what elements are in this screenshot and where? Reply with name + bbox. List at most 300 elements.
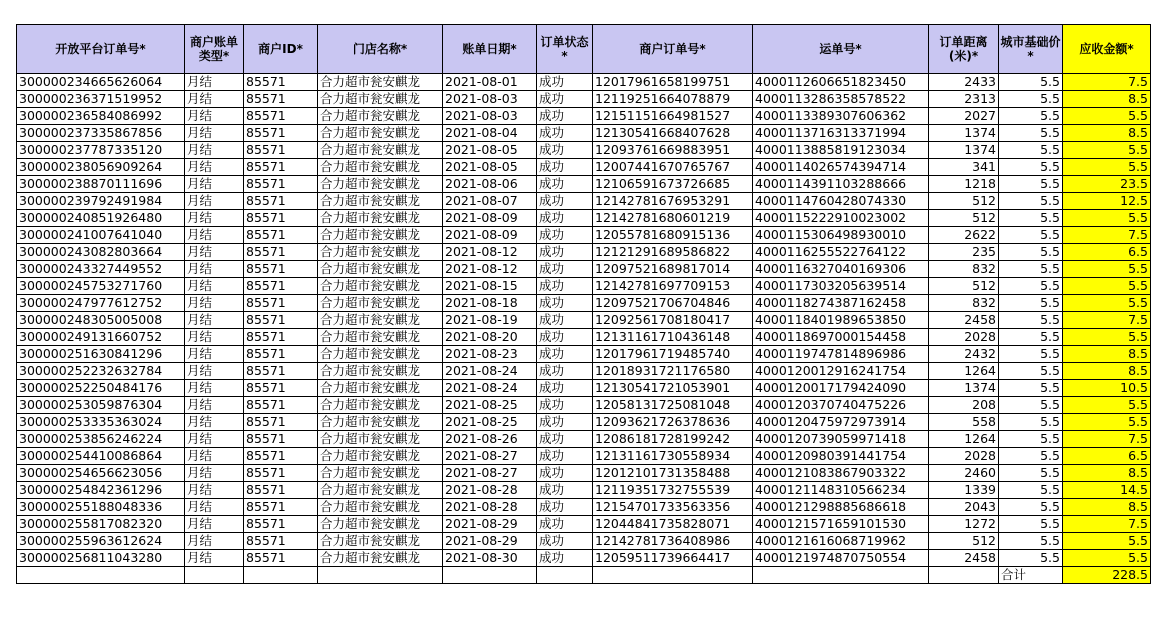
cell-waybill-no[interactable]: 4000115222910023002 — [753, 210, 929, 227]
cell-open-order-no[interactable]: 300000248305005008 — [17, 312, 185, 329]
cell-open-order-no[interactable]: 300000253856246224 — [17, 431, 185, 448]
cell-merchant-order-no[interactable]: 12119251664078879 — [593, 91, 753, 108]
cell-base-price[interactable]: 5.5 — [999, 125, 1063, 142]
cell-merchant-order-no[interactable]: 12093621726378636 — [593, 414, 753, 431]
cell-base-price[interactable]: 5.5 — [999, 448, 1063, 465]
cell-store-name[interactable]: 合力超市瓮安麒龙 — [318, 499, 443, 516]
cell-receivable-amount[interactable]: 5.5 — [1063, 108, 1151, 125]
cell-receivable-amount[interactable]: 5.5 — [1063, 414, 1151, 431]
cell-bill-date[interactable]: 2021-08-04 — [443, 125, 537, 142]
cell-bill-type[interactable]: 月结 — [185, 312, 244, 329]
cell-order-status[interactable]: 成功 — [537, 533, 593, 550]
cell-base-price[interactable]: 5.5 — [999, 516, 1063, 533]
cell-receivable-amount[interactable]: 5.5 — [1063, 329, 1151, 346]
cell-order-status[interactable]: 成功 — [537, 227, 593, 244]
cell-store-name[interactable]: 合力超市瓮安麒龙 — [318, 91, 443, 108]
cell-merchant-order-no[interactable]: 12142781680601219 — [593, 210, 753, 227]
cell-bill-type[interactable]: 月结 — [185, 363, 244, 380]
cell-bill-date[interactable]: 2021-08-05 — [443, 142, 537, 159]
cell-base-price[interactable]: 5.5 — [999, 91, 1063, 108]
cell-receivable-amount[interactable]: 5.5 — [1063, 550, 1151, 567]
cell-bill-type[interactable]: 月结 — [185, 431, 244, 448]
cell-merchant-id[interactable]: 85571 — [244, 227, 318, 244]
cell-order-status[interactable]: 成功 — [537, 363, 593, 380]
cell-base-price[interactable]: 5.5 — [999, 363, 1063, 380]
header-receivable-amount[interactable]: 应收金额* — [1063, 25, 1151, 74]
cell-bill-date[interactable]: 2021-08-25 — [443, 397, 537, 414]
cell-bill-date[interactable]: 2021-08-06 — [443, 176, 537, 193]
cell-bill-type[interactable]: 月结 — [185, 397, 244, 414]
cell-merchant-id[interactable]: 85571 — [244, 142, 318, 159]
cell-merchant-order-no[interactable]: 12119351732755539 — [593, 482, 753, 499]
cell-open-order-no[interactable]: 300000234665626064 — [17, 74, 185, 91]
cell-order-status[interactable]: 成功 — [537, 482, 593, 499]
cell-store-name[interactable]: 合力超市瓮安麒龙 — [318, 278, 443, 295]
cell-bill-date[interactable]: 2021-08-05 — [443, 159, 537, 176]
cell-merchant-id[interactable]: 85571 — [244, 329, 318, 346]
cell-open-order-no[interactable]: 300000255817082320 — [17, 516, 185, 533]
cell-store-name[interactable]: 合力超市瓮安麒龙 — [318, 142, 443, 159]
header-bill-date[interactable]: 账单日期* — [443, 25, 537, 74]
cell-store-name[interactable]: 合力超市瓮安麒龙 — [318, 550, 443, 567]
cell-receivable-amount[interactable]: 7.5 — [1063, 312, 1151, 329]
header-distance[interactable]: 订单距离(米)* — [929, 25, 999, 74]
cell-merchant-order-no[interactable]: 12151151664981527 — [593, 108, 753, 125]
cell-merchant-order-no[interactable]: 12092561708180417 — [593, 312, 753, 329]
cell-distance[interactable]: 2458 — [929, 312, 999, 329]
cell-bill-type[interactable]: 月结 — [185, 516, 244, 533]
cell-waybill-no[interactable]: 4000120475972973914 — [753, 414, 929, 431]
cell-open-order-no[interactable]: 300000245753271760 — [17, 278, 185, 295]
cell-merchant-order-no[interactable]: 12130541721053901 — [593, 380, 753, 397]
cell-distance[interactable]: 1264 — [929, 431, 999, 448]
cell-bill-date[interactable]: 2021-08-24 — [443, 363, 537, 380]
cell-store-name[interactable]: 合力超市瓮安麒龙 — [318, 414, 443, 431]
cell-order-status[interactable]: 成功 — [537, 465, 593, 482]
cell-waybill-no[interactable]: 4000118401989653850 — [753, 312, 929, 329]
cell-bill-type[interactable]: 月结 — [185, 227, 244, 244]
cell-distance[interactable]: 512 — [929, 533, 999, 550]
cell-bill-date[interactable]: 2021-08-29 — [443, 516, 537, 533]
cell-order-status[interactable]: 成功 — [537, 125, 593, 142]
cell-bill-type[interactable]: 月结 — [185, 176, 244, 193]
cell-base-price[interactable]: 5.5 — [999, 227, 1063, 244]
cell-distance[interactable]: 2027 — [929, 108, 999, 125]
cell-open-order-no[interactable]: 300000241007641040 — [17, 227, 185, 244]
cell-receivable-amount[interactable]: 8.5 — [1063, 91, 1151, 108]
cell-base-price[interactable]: 5.5 — [999, 74, 1063, 91]
cell-waybill-no[interactable]: 4000121571659101530 — [753, 516, 929, 533]
cell-base-price[interactable]: 5.5 — [999, 159, 1063, 176]
cell-merchant-order-no[interactable]: 12007441670765767 — [593, 159, 753, 176]
cell-distance[interactable]: 2433 — [929, 74, 999, 91]
cell-merchant-order-no[interactable]: 12121291689586822 — [593, 244, 753, 261]
cell-distance[interactable]: 512 — [929, 278, 999, 295]
cell-distance[interactable]: 1374 — [929, 125, 999, 142]
cell-base-price[interactable]: 5.5 — [999, 261, 1063, 278]
cell-bill-type[interactable]: 月结 — [185, 108, 244, 125]
cell-merchant-id[interactable]: 85571 — [244, 516, 318, 533]
header-order-status[interactable]: 订单状态* — [537, 25, 593, 74]
cell-bill-type[interactable]: 月结 — [185, 499, 244, 516]
cell-bill-date[interactable]: 2021-08-23 — [443, 346, 537, 363]
cell-order-status[interactable]: 成功 — [537, 380, 593, 397]
cell-merchant-id[interactable]: 85571 — [244, 465, 318, 482]
cell-distance[interactable]: 1218 — [929, 176, 999, 193]
cell-store-name[interactable]: 合力超市瓮安麒龙 — [318, 363, 443, 380]
cell-order-status[interactable]: 成功 — [537, 397, 593, 414]
cell-order-status[interactable]: 成功 — [537, 329, 593, 346]
cell-order-status[interactable]: 成功 — [537, 278, 593, 295]
cell-receivable-amount[interactable]: 7.5 — [1063, 227, 1151, 244]
cell-order-status[interactable]: 成功 — [537, 550, 593, 567]
cell-order-status[interactable]: 成功 — [537, 159, 593, 176]
cell-bill-type[interactable]: 月结 — [185, 329, 244, 346]
cell-waybill-no[interactable]: 4000115306498930010 — [753, 227, 929, 244]
cell-waybill-no[interactable]: 4000113286358578522 — [753, 91, 929, 108]
cell-bill-date[interactable]: 2021-08-27 — [443, 448, 537, 465]
cell-bill-date[interactable]: 2021-08-09 — [443, 210, 537, 227]
cell-receivable-amount[interactable]: 10.5 — [1063, 380, 1151, 397]
cell-bill-date[interactable]: 2021-08-27 — [443, 465, 537, 482]
cell-store-name[interactable]: 合力超市瓮安麒龙 — [318, 431, 443, 448]
cell-merchant-order-no[interactable]: 12058131725081048 — [593, 397, 753, 414]
cell-store-name[interactable]: 合力超市瓮安麒龙 — [318, 465, 443, 482]
cell-waybill-no[interactable]: 4000121083867903322 — [753, 465, 929, 482]
cell-bill-type[interactable]: 月结 — [185, 448, 244, 465]
cell-order-status[interactable]: 成功 — [537, 176, 593, 193]
cell-order-status[interactable]: 成功 — [537, 346, 593, 363]
cell-merchant-id[interactable]: 85571 — [244, 244, 318, 261]
cell-waybill-no[interactable]: 4000120370740475226 — [753, 397, 929, 414]
cell-distance[interactable]: 1374 — [929, 142, 999, 159]
cell-merchant-id[interactable]: 85571 — [244, 414, 318, 431]
cell-bill-type[interactable]: 月结 — [185, 244, 244, 261]
cell-waybill-no[interactable]: 4000113885819123034 — [753, 142, 929, 159]
cell-base-price[interactable]: 5.5 — [999, 414, 1063, 431]
cell-base-price[interactable]: 5.5 — [999, 499, 1063, 516]
cell-merchant-id[interactable]: 85571 — [244, 550, 318, 567]
cell-waybill-no[interactable]: 4000117303205639514 — [753, 278, 929, 295]
cell-order-status[interactable]: 成功 — [537, 74, 593, 91]
cell-bill-type[interactable]: 月结 — [185, 210, 244, 227]
header-waybill-no[interactable]: 运单号* — [753, 25, 929, 74]
cell-base-price[interactable]: 5.5 — [999, 278, 1063, 295]
cell-distance[interactable]: 2622 — [929, 227, 999, 244]
total-label[interactable]: 合计 — [999, 567, 1063, 584]
cell-distance[interactable]: 512 — [929, 193, 999, 210]
cell-distance[interactable]: 1339 — [929, 482, 999, 499]
cell-bill-date[interactable]: 2021-08-03 — [443, 91, 537, 108]
cell-distance[interactable]: 512 — [929, 210, 999, 227]
cell-bill-date[interactable]: 2021-08-15 — [443, 278, 537, 295]
cell-open-order-no[interactable]: 300000243082803664 — [17, 244, 185, 261]
cell-open-order-no[interactable]: 300000252250484176 — [17, 380, 185, 397]
cell-base-price[interactable]: 5.5 — [999, 397, 1063, 414]
cell-order-status[interactable]: 成功 — [537, 295, 593, 312]
cell-merchant-id[interactable]: 85571 — [244, 261, 318, 278]
cell-bill-date[interactable]: 2021-08-03 — [443, 108, 537, 125]
cell-store-name[interactable]: 合力超市瓮安麒龙 — [318, 108, 443, 125]
header-bill-type[interactable]: 商户账单类型* — [185, 25, 244, 74]
cell-merchant-order-no[interactable]: 12106591673726685 — [593, 176, 753, 193]
cell-merchant-order-no[interactable]: 12086181728199242 — [593, 431, 753, 448]
cell-merchant-id[interactable]: 85571 — [244, 482, 318, 499]
cell-distance[interactable]: 832 — [929, 261, 999, 278]
cell-merchant-id[interactable]: 85571 — [244, 125, 318, 142]
cell-store-name[interactable]: 合力超市瓮安麒龙 — [318, 329, 443, 346]
cell-receivable-amount[interactable]: 6.5 — [1063, 448, 1151, 465]
cell-merchant-order-no[interactable]: 12018931721176580 — [593, 363, 753, 380]
empty-cell[interactable] — [443, 567, 537, 584]
cell-receivable-amount[interactable]: 12.5 — [1063, 193, 1151, 210]
cell-order-status[interactable]: 成功 — [537, 499, 593, 516]
cell-bill-date[interactable]: 2021-08-07 — [443, 193, 537, 210]
cell-open-order-no[interactable]: 300000238056909264 — [17, 159, 185, 176]
cell-distance[interactable]: 1374 — [929, 380, 999, 397]
cell-bill-date[interactable]: 2021-08-24 — [443, 380, 537, 397]
cell-receivable-amount[interactable]: 5.5 — [1063, 159, 1151, 176]
cell-merchant-order-no[interactable]: 12059511739664417 — [593, 550, 753, 567]
cell-distance[interactable]: 235 — [929, 244, 999, 261]
cell-waybill-no[interactable]: 4000118274387162458 — [753, 295, 929, 312]
cell-distance[interactable]: 558 — [929, 414, 999, 431]
cell-store-name[interactable]: 合力超市瓮安麒龙 — [318, 312, 443, 329]
cell-merchant-id[interactable]: 85571 — [244, 176, 318, 193]
cell-bill-date[interactable]: 2021-08-30 — [443, 550, 537, 567]
cell-bill-type[interactable]: 月结 — [185, 125, 244, 142]
cell-merchant-id[interactable]: 85571 — [244, 448, 318, 465]
cell-receivable-amount[interactable]: 7.5 — [1063, 516, 1151, 533]
cell-order-status[interactable]: 成功 — [537, 193, 593, 210]
cell-distance[interactable]: 2028 — [929, 448, 999, 465]
cell-bill-date[interactable]: 2021-08-29 — [443, 533, 537, 550]
header-store-name[interactable]: 门店名称* — [318, 25, 443, 74]
cell-waybill-no[interactable]: 4000114760428074330 — [753, 193, 929, 210]
cell-waybill-no[interactable]: 4000120980391441754 — [753, 448, 929, 465]
cell-merchant-id[interactable]: 85571 — [244, 363, 318, 380]
cell-distance[interactable]: 2432 — [929, 346, 999, 363]
cell-merchant-order-no[interactable]: 12142781676953291 — [593, 193, 753, 210]
cell-merchant-order-no[interactable]: 12097521689817014 — [593, 261, 753, 278]
cell-store-name[interactable]: 合力超市瓮安麒龙 — [318, 261, 443, 278]
cell-waybill-no[interactable]: 4000120012916241754 — [753, 363, 929, 380]
cell-bill-date[interactable]: 2021-08-28 — [443, 499, 537, 516]
cell-merchant-id[interactable]: 85571 — [244, 295, 318, 312]
cell-waybill-no[interactable]: 4000114026574394714 — [753, 159, 929, 176]
cell-open-order-no[interactable]: 300000240851926480 — [17, 210, 185, 227]
cell-order-status[interactable]: 成功 — [537, 448, 593, 465]
cell-base-price[interactable]: 5.5 — [999, 210, 1063, 227]
cell-distance[interactable]: 1272 — [929, 516, 999, 533]
cell-merchant-id[interactable]: 85571 — [244, 346, 318, 363]
cell-receivable-amount[interactable]: 8.5 — [1063, 346, 1151, 363]
cell-store-name[interactable]: 合力超市瓮安麒龙 — [318, 227, 443, 244]
cell-bill-type[interactable]: 月结 — [185, 482, 244, 499]
cell-open-order-no[interactable]: 300000243327449552 — [17, 261, 185, 278]
cell-order-status[interactable]: 成功 — [537, 91, 593, 108]
cell-receivable-amount[interactable]: 5.5 — [1063, 278, 1151, 295]
cell-receivable-amount[interactable]: 7.5 — [1063, 74, 1151, 91]
cell-merchant-order-no[interactable]: 12055781680915136 — [593, 227, 753, 244]
header-merchant-id[interactable]: 商户ID* — [244, 25, 318, 74]
cell-store-name[interactable]: 合力超市瓮安麒龙 — [318, 448, 443, 465]
cell-receivable-amount[interactable]: 23.5 — [1063, 176, 1151, 193]
cell-merchant-order-no[interactable]: 12097521706704846 — [593, 295, 753, 312]
cell-base-price[interactable]: 5.5 — [999, 193, 1063, 210]
cell-receivable-amount[interactable]: 5.5 — [1063, 533, 1151, 550]
cell-merchant-id[interactable]: 85571 — [244, 193, 318, 210]
cell-waybill-no[interactable]: 4000120017179424090 — [753, 380, 929, 397]
cell-open-order-no[interactable]: 300000247977612752 — [17, 295, 185, 312]
cell-receivable-amount[interactable]: 8.5 — [1063, 363, 1151, 380]
cell-merchant-id[interactable]: 85571 — [244, 397, 318, 414]
cell-store-name[interactable]: 合力超市瓮安麒龙 — [318, 159, 443, 176]
cell-open-order-no[interactable]: 300000238870111696 — [17, 176, 185, 193]
cell-distance[interactable]: 2043 — [929, 499, 999, 516]
cell-open-order-no[interactable]: 300000253335363024 — [17, 414, 185, 431]
cell-receivable-amount[interactable]: 8.5 — [1063, 465, 1151, 482]
cell-distance[interactable]: 2460 — [929, 465, 999, 482]
cell-merchant-order-no[interactable]: 12017961658199751 — [593, 74, 753, 91]
cell-bill-type[interactable]: 月结 — [185, 159, 244, 176]
cell-store-name[interactable]: 合力超市瓮安麒龙 — [318, 74, 443, 91]
header-open-order-no[interactable]: 开放平台订单号* — [17, 25, 185, 74]
cell-merchant-id[interactable]: 85571 — [244, 499, 318, 516]
cell-distance[interactable]: 1264 — [929, 363, 999, 380]
cell-merchant-order-no[interactable]: 12012101731358488 — [593, 465, 753, 482]
cell-merchant-id[interactable]: 85571 — [244, 74, 318, 91]
cell-bill-type[interactable]: 月结 — [185, 261, 244, 278]
cell-open-order-no[interactable]: 300000237787335120 — [17, 142, 185, 159]
cell-merchant-id[interactable]: 85571 — [244, 278, 318, 295]
cell-merchant-order-no[interactable]: 12093761669883951 — [593, 142, 753, 159]
cell-bill-date[interactable]: 2021-08-19 — [443, 312, 537, 329]
cell-order-status[interactable]: 成功 — [537, 210, 593, 227]
cell-merchant-id[interactable]: 85571 — [244, 210, 318, 227]
cell-bill-type[interactable]: 月结 — [185, 278, 244, 295]
cell-open-order-no[interactable]: 300000254842361296 — [17, 482, 185, 499]
cell-receivable-amount[interactable]: 8.5 — [1063, 499, 1151, 516]
cell-bill-date[interactable]: 2021-08-12 — [443, 261, 537, 278]
cell-bill-type[interactable]: 月结 — [185, 533, 244, 550]
cell-bill-date[interactable]: 2021-08-20 — [443, 329, 537, 346]
cell-merchant-id[interactable]: 85571 — [244, 533, 318, 550]
cell-receivable-amount[interactable]: 5.5 — [1063, 397, 1151, 414]
cell-order-status[interactable]: 成功 — [537, 142, 593, 159]
cell-base-price[interactable]: 5.5 — [999, 312, 1063, 329]
cell-store-name[interactable]: 合力超市瓮安麒龙 — [318, 295, 443, 312]
cell-waybill-no[interactable]: 4000118697000154458 — [753, 329, 929, 346]
cell-base-price[interactable]: 5.5 — [999, 431, 1063, 448]
empty-cell[interactable] — [929, 567, 999, 584]
cell-base-price[interactable]: 5.5 — [999, 108, 1063, 125]
cell-bill-type[interactable]: 月结 — [185, 346, 244, 363]
cell-merchant-id[interactable]: 85571 — [244, 159, 318, 176]
cell-store-name[interactable]: 合力超市瓮安麒龙 — [318, 210, 443, 227]
cell-order-status[interactable]: 成功 — [537, 312, 593, 329]
cell-base-price[interactable]: 5.5 — [999, 244, 1063, 261]
cell-merchant-order-no[interactable]: 12154701733563356 — [593, 499, 753, 516]
cell-open-order-no[interactable]: 300000255188048336 — [17, 499, 185, 516]
cell-base-price[interactable]: 5.5 — [999, 346, 1063, 363]
cell-bill-date[interactable]: 2021-08-09 — [443, 227, 537, 244]
cell-order-status[interactable]: 成功 — [537, 244, 593, 261]
cell-merchant-order-no[interactable]: 12131161710436148 — [593, 329, 753, 346]
cell-merchant-id[interactable]: 85571 — [244, 431, 318, 448]
cell-waybill-no[interactable]: 4000116327040169306 — [753, 261, 929, 278]
cell-order-status[interactable]: 成功 — [537, 108, 593, 125]
cell-bill-date[interactable]: 2021-08-28 — [443, 482, 537, 499]
cell-bill-date[interactable]: 2021-08-12 — [443, 244, 537, 261]
cell-distance[interactable]: 2458 — [929, 550, 999, 567]
cell-store-name[interactable]: 合力超市瓮安麒龙 — [318, 397, 443, 414]
cell-bill-date[interactable]: 2021-08-01 — [443, 74, 537, 91]
cell-waybill-no[interactable]: 4000121148310566234 — [753, 482, 929, 499]
cell-store-name[interactable]: 合力超市瓮安麒龙 — [318, 125, 443, 142]
cell-bill-type[interactable]: 月结 — [185, 74, 244, 91]
cell-base-price[interactable]: 5.5 — [999, 142, 1063, 159]
cell-merchant-id[interactable]: 85571 — [244, 380, 318, 397]
cell-merchant-order-no[interactable]: 12142781697709153 — [593, 278, 753, 295]
cell-open-order-no[interactable]: 300000253059876304 — [17, 397, 185, 414]
cell-base-price[interactable]: 5.5 — [999, 482, 1063, 499]
cell-waybill-no[interactable]: 4000121298885686618 — [753, 499, 929, 516]
cell-store-name[interactable]: 合力超市瓮安麒龙 — [318, 244, 443, 261]
cell-bill-date[interactable]: 2021-08-18 — [443, 295, 537, 312]
cell-merchant-order-no[interactable]: 12130541668407628 — [593, 125, 753, 142]
cell-receivable-amount[interactable]: 5.5 — [1063, 295, 1151, 312]
cell-order-status[interactable]: 成功 — [537, 516, 593, 533]
cell-bill-type[interactable]: 月结 — [185, 193, 244, 210]
cell-waybill-no[interactable]: 4000112606651823450 — [753, 74, 929, 91]
cell-receivable-amount[interactable]: 5.5 — [1063, 142, 1151, 159]
cell-distance[interactable]: 341 — [929, 159, 999, 176]
cell-base-price[interactable]: 5.5 — [999, 550, 1063, 567]
cell-receivable-amount[interactable]: 5.5 — [1063, 261, 1151, 278]
cell-merchant-id[interactable]: 85571 — [244, 91, 318, 108]
cell-open-order-no[interactable]: 300000255963612624 — [17, 533, 185, 550]
cell-store-name[interactable]: 合力超市瓮安麒龙 — [318, 482, 443, 499]
cell-receivable-amount[interactable]: 8.5 — [1063, 125, 1151, 142]
cell-bill-type[interactable]: 月结 — [185, 550, 244, 567]
cell-merchant-order-no[interactable]: 12131161730558934 — [593, 448, 753, 465]
cell-open-order-no[interactable]: 300000254410086864 — [17, 448, 185, 465]
cell-base-price[interactable]: 5.5 — [999, 295, 1063, 312]
cell-base-price[interactable]: 5.5 — [999, 380, 1063, 397]
empty-cell[interactable] — [537, 567, 593, 584]
cell-merchant-order-no[interactable]: 12142781736408986 — [593, 533, 753, 550]
cell-open-order-no[interactable]: 300000239792491984 — [17, 193, 185, 210]
cell-distance[interactable]: 2313 — [929, 91, 999, 108]
cell-store-name[interactable]: 合力超市瓮安麒龙 — [318, 193, 443, 210]
cell-open-order-no[interactable]: 300000237335867856 — [17, 125, 185, 142]
cell-open-order-no[interactable]: 300000256811043280 — [17, 550, 185, 567]
cell-order-status[interactable]: 成功 — [537, 431, 593, 448]
cell-open-order-no[interactable]: 300000251630841296 — [17, 346, 185, 363]
empty-cell[interactable] — [593, 567, 753, 584]
cell-waybill-no[interactable]: 4000119747814896986 — [753, 346, 929, 363]
cell-bill-type[interactable]: 月结 — [185, 142, 244, 159]
cell-receivable-amount[interactable]: 6.5 — [1063, 244, 1151, 261]
cell-receivable-amount[interactable]: 14.5 — [1063, 482, 1151, 499]
cell-base-price[interactable]: 5.5 — [999, 465, 1063, 482]
cell-waybill-no[interactable]: 4000121974870750554 — [753, 550, 929, 567]
cell-waybill-no[interactable]: 4000113389307606362 — [753, 108, 929, 125]
cell-waybill-no[interactable]: 4000120739059971418 — [753, 431, 929, 448]
cell-waybill-no[interactable]: 4000113716313371994 — [753, 125, 929, 142]
cell-order-status[interactable]: 成功 — [537, 261, 593, 278]
